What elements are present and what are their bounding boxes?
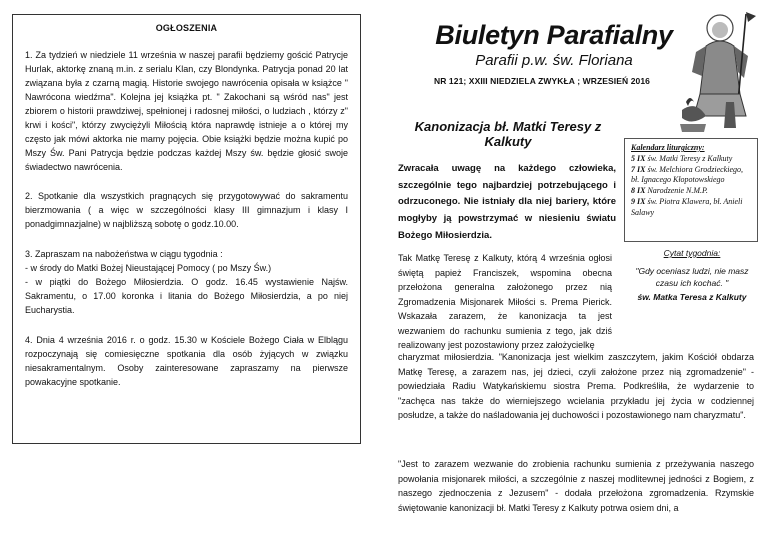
calendar-title: Kalendarz liturgiczny: <box>631 143 705 152</box>
calendar-entry <box>631 186 751 197</box>
calendar-text: Narodzenie N.M.P. <box>647 186 708 196</box>
article-paragraph-2: "Jest to zarazem wezwanie do zrobienia rachunku sumienia z przeżywania naszego powołania misjonarek miłości, a szczególnie z naszej modlitewnej jedności z Bogiem, z naszego zjednoczenia z Jezusem" - dodała przełożona zgromadzenia. Rzymskie świętowanie kanonizacji bł. Matki Teresy z Kalkuty potrwa osiem dni, a <box>398 459 754 513</box>
quote-of-week <box>628 248 756 304</box>
quote-title: Cytat tygodnia: <box>663 248 721 258</box>
announcement-3-heading: 3. Zapraszam na nabożeństwa w ciągu tygodnia : <box>25 249 223 260</box>
bulletin-title: Biuletyn Parafialny <box>435 20 673 50</box>
issue-info: NR 121; XXIII NIEDZIELA ZWYKŁA ; WRZESIEŃ 2016 <box>433 76 651 86</box>
calendar-entry <box>631 154 751 165</box>
calendar-text: św. Matki Teresy z Kalkuty <box>647 153 733 163</box>
announcement-1: 1. Za tydzień w niedziele 11 września w naszej parafii będziemy gościć Patrycje Hurlak, aktorkę znaną m.in. z serialu Klan, czy Blondynka. Patrycja ponad 20 lat związana była z czarną magią. Historie swojego nawrócenia opisała w książce " Nawrócona wiedźma". Kolejna jej książka pt. " Zakochani są wśród nas" jest zbiorem o historii prawdziwej, spełnionej i radosnej miłości, o ludziach , którzy z" krwi i kości", którzy zwyciężyli Miłością która naprawdę istnieje a o której my często jak mówi aktorka nie mamy pojęcia. Obie książki będzie można kupić po Mszy Św. Pani Patrycja będzie podczas każdej Mszy św. będzie głosić swoje świadectwo nawrócenia. <box>25 50 348 172</box>
quote-author: św. Matka Teresa z Kalkuty <box>637 291 747 302</box>
calendar-text: św. Piotra Klawera, bł. Anieli Salawy <box>631 196 743 217</box>
announcements-box <box>12 14 361 444</box>
calendar-date: 9 IX <box>631 196 646 206</box>
calendar-entry <box>631 165 751 187</box>
article-paragraph-1a: Tak Matkę Teresę z Kalkuty, którą 4 września ogłosi świętą papież Franciszek, wspomina obecna przełożona generalna założonego przez nią Zgromadzenia Misjonarek Miłości s. Prema Pierick. Wskazała zarazem, że kanonizacja ta jest wezwaniem do rachunku sumienia z tego, jak dziś realizowany jest pozostawiony przez założycielkę <box>398 253 612 351</box>
announcement-3-line-2: - w piątki do Bożego Miłosierdzia. O godz. 16.45 wystawienie Najśw. Sakramentu, o 17.00 koronka i litania do Bożego Miłosierdzia, a po niej Eucharystia. <box>25 277 348 315</box>
calendar-text: św. Melchiora Grodzieckiego, bł. Ignacego Kłopotowskiego <box>631 164 743 185</box>
liturgical-calendar <box>624 138 758 242</box>
article-lead: Zwracała uwagę na każdego człowieka, szczególnie tego najbardziej potrzebującego i odrzuconego. Nie istniały dla niej bariery, które mogłyby ją powstrzymać w niesieniu światu Bożego Miłosierdzia. <box>398 163 616 241</box>
article-title: Kanonizacja bł. Matki Teresy z Kalkuty <box>414 119 602 149</box>
announcement-3-line-1: - w środy do Matki Bożej Nieustającej Pomocy ( po Mszy Św.) <box>25 263 272 274</box>
announcement-2: 2. Spotkanie dla wszystkich pragnących się przygotowywać do sakramentu bierzmowania ( a więc w szczególności klasy III gimnazjum i klasy I ponadgimnazjalne) w najbliższą sobotę o godz.10.00. <box>25 191 348 230</box>
calendar-date: 8 IX <box>631 186 646 196</box>
announcement-3 <box>25 248 348 318</box>
calendar-date: 5 IX <box>631 153 646 163</box>
bulletin-subtitle: Parafii p.w. św. Floriana <box>475 52 633 69</box>
calendar-entry <box>631 197 751 219</box>
announcements-title: OGŁOSZENIA <box>155 23 218 33</box>
article-paragraph-1b: charyzmat miłosierdzia. "Kanonizacja jest wielkim zaszczytem, jakim Kościół obdarza Matkę Teresę, a zarazem nas, jej dzieci, czyli założone przez nią zgromadzenie" - powiedziała Radiu Watykańskiemu siostra Prema. Podkreśliła, że wydarzenie to "zachęca nas także do wierniejszego wcielania przykładu jej życia w codziennej posłudze, a także do naśladowania jej duchowości i pozostawionego nam charyzmatu". <box>398 352 754 421</box>
quote-text: "Gdy oceniasz ludzi, nie masz czasu ich kochać. " <box>635 265 749 288</box>
saint-florian-illustration-icon <box>676 6 762 134</box>
calendar-date: 7 IX <box>631 164 646 174</box>
announcement-4: 4. Dnia 4 września 2016 r. o godz. 15.30 w Kościele Bożego Ciała w Elblągu rozpoczynają się comiesięczne spotkania dla osób żyjących w związku niesakramentalnym. Osoby zainteresowane zapraszamy na pierwsze powakacyjne spotkanie. <box>25 334 348 387</box>
